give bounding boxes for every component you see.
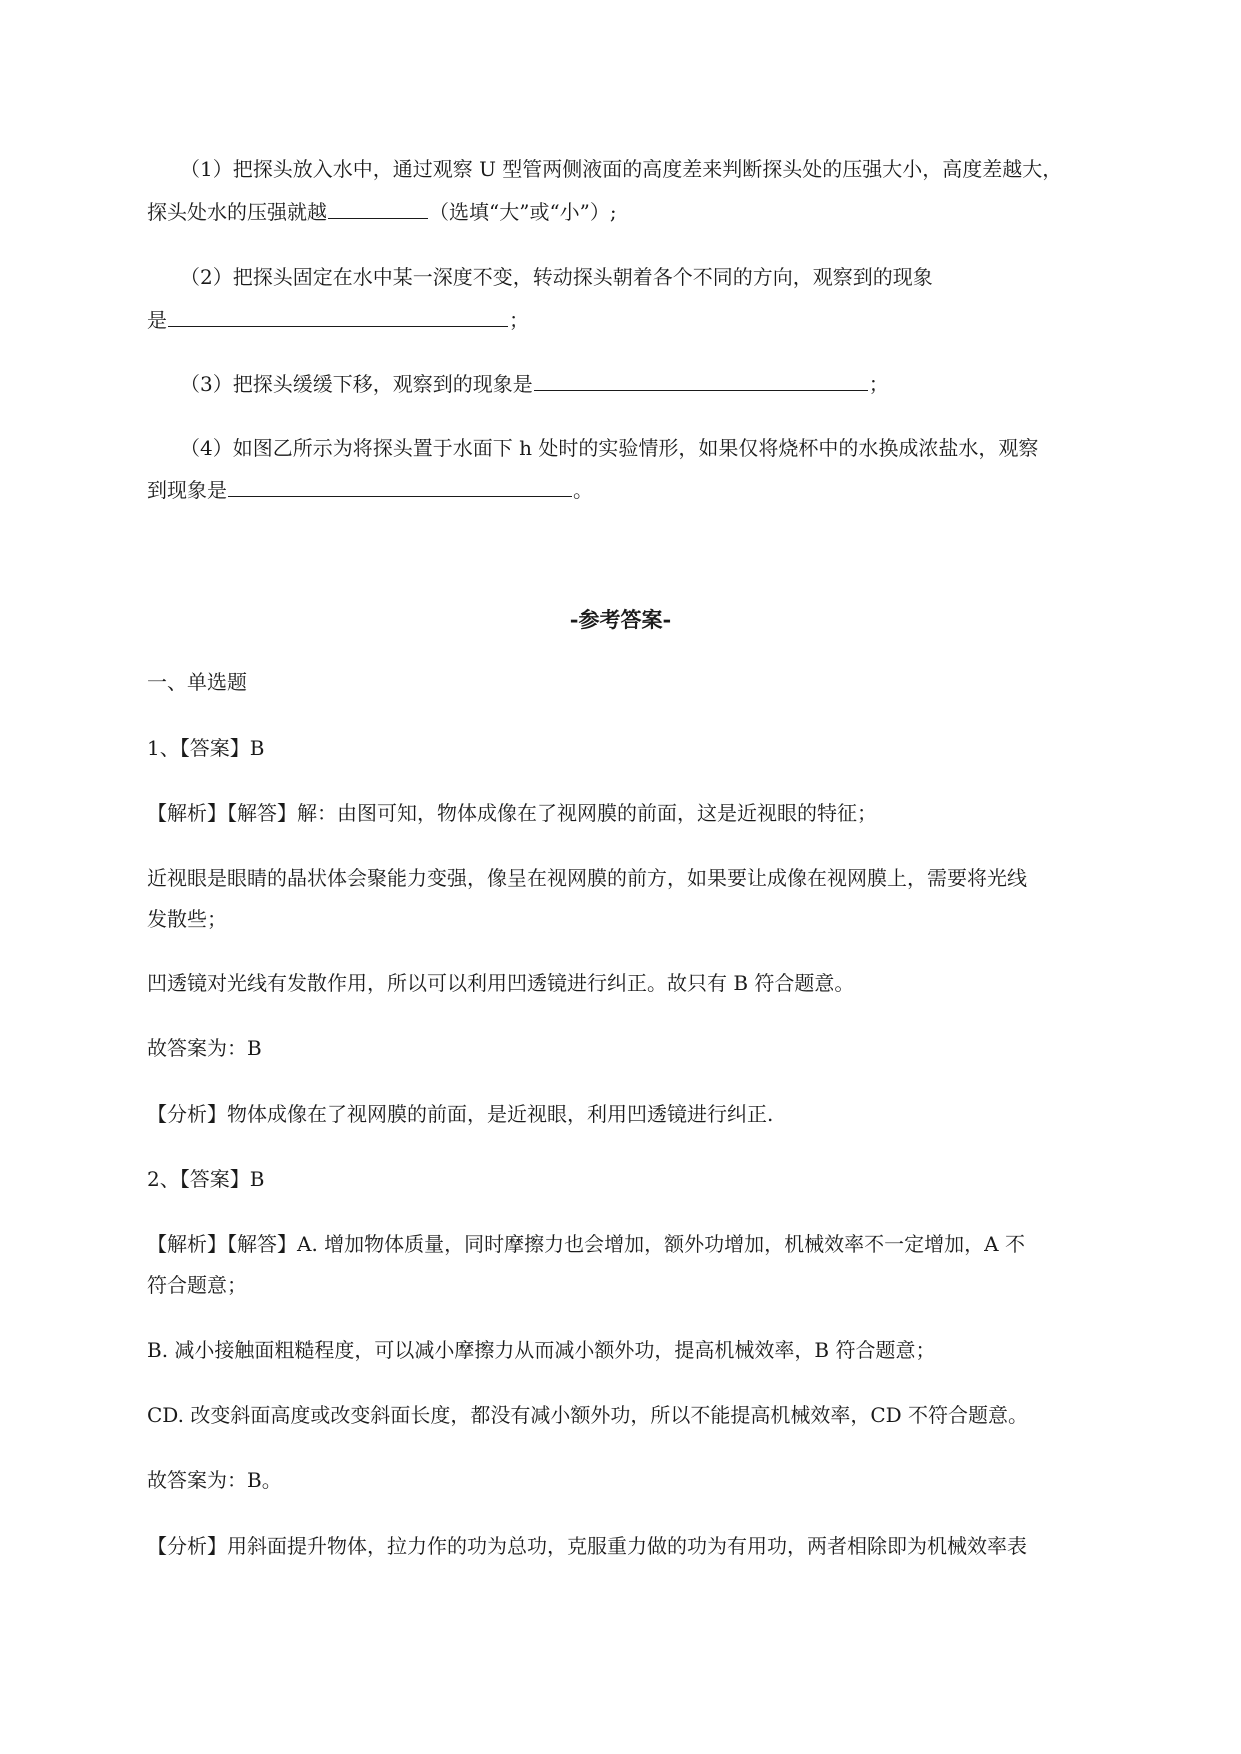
answer-line: 2、【答案】B	[147, 1167, 265, 1191]
answer-line: 近视眼是眼睛的晶状体会聚能力变强，像呈在视网膜的前方，如果要让成像在视网膜上，需要将光线	[147, 866, 1027, 890]
answer-blank-3[interactable]	[534, 368, 868, 391]
question-4-continuation	[147, 474, 593, 504]
question-1-text: （1）把探头放入水中，通过观察 U 型管两侧液面的高度差来判断探头处的压强大小，高度差越大，	[180, 157, 1063, 181]
answer-line: 【分析】物体成像在了视网膜的前面，是近视眼，利用凹透镜进行纠正.	[147, 1102, 774, 1126]
question-2-continuation	[147, 304, 529, 334]
answer-blank-4[interactable]	[228, 474, 572, 497]
question-2-text: （2）把探头固定在水中某一深度不变，转动探头朝着各个不同的方向，观察到的现象	[180, 265, 933, 289]
answer-line: 发散些；	[147, 907, 227, 931]
question-4-text: （4）如图乙所示为将探头置于水面下 h 处时的实验情形，如果仅将烧杯中的水换成浓盐水，观察	[180, 436, 1039, 460]
answer-line: 【解析】【解答】A. 增加物体质量，同时摩擦力也会增加，额外功增加，机械效率不一定增加，A 不	[147, 1232, 1025, 1256]
question-1-prefix: 探头处水的压强就越	[147, 200, 327, 224]
question-1-continuation	[147, 196, 617, 226]
answer-line: 故答案为：B	[147, 1036, 262, 1060]
answer-blank-2[interactable]	[168, 304, 508, 327]
question-4-prefix: 到现象是	[147, 478, 227, 502]
answer-line: 故答案为：B。	[147, 1468, 282, 1492]
question-3-suffix: ；	[868, 372, 889, 396]
question-3-prefix: （3）把探头缓缓下移，观察到的现象是	[180, 372, 533, 396]
question-2-prefix: 是	[147, 308, 167, 332]
answer-line: 1、【答案】B	[147, 736, 265, 760]
section-heading: 一、单选题	[147, 670, 247, 694]
question-3-text	[180, 368, 889, 398]
answer-line: B. 减小接触面粗糙程度，可以减小摩擦力从而减小额外功，提高机械效率，B 符合题意；	[147, 1338, 936, 1362]
answer-line: 【分析】用斜面提升物体，拉力作的功为总功，克服重力做的功为有用功，两者相除即为机械效率表	[147, 1534, 1027, 1558]
question-2-suffix: ；	[509, 308, 529, 332]
answers-title: -参考答案-	[569, 607, 672, 632]
answer-line: 凹透镜对光线有发散作用，所以可以利用凹透镜进行纠正。故只有 B 符合题意。	[147, 971, 855, 995]
question-4-suffix: 。	[573, 478, 593, 502]
answer-line: 符合题意；	[147, 1273, 247, 1297]
question-1-suffix: （选填“大”或“小”）;	[429, 200, 617, 224]
answer-line: CD. 改变斜面高度或改变斜面长度，都没有减小额外功，所以不能提高机械效率，CD 不符合题意。	[147, 1403, 1029, 1427]
answer-blank-1[interactable]	[328, 196, 428, 219]
answer-line: 【解析】【解答】解：由图可知，物体成像在了视网膜的前面，这是近视眼的特征；	[147, 801, 877, 825]
